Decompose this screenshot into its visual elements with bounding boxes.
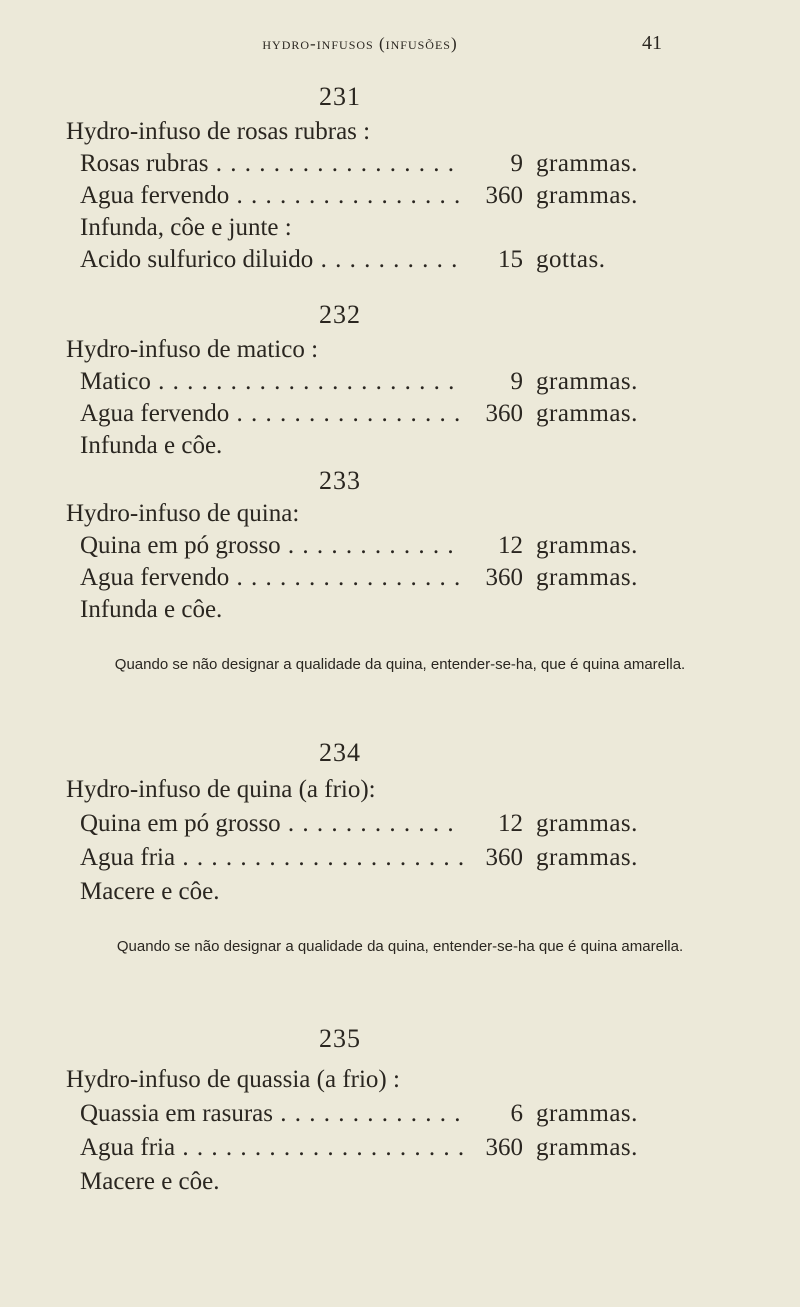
ingredient-name: Quina em pó grosso . . . bbox=[80, 810, 463, 838]
ingredient-name: Quina em pó grosso . . . bbox=[80, 532, 463, 560]
recipe-number: 233 bbox=[319, 466, 361, 495]
ingredient-name: Agua fria . . . bbox=[80, 1134, 463, 1162]
recipe-title: Hydro-infuso de quassia (a frio) : bbox=[66, 1066, 400, 1093]
recipe-number: 235 bbox=[319, 1024, 361, 1053]
ingredient-unit: grammas. bbox=[536, 844, 638, 871]
page-number: 41 bbox=[642, 32, 662, 54]
recipe-instruction: Macere e côe. bbox=[80, 1168, 220, 1195]
recipe-instruction: Infunda e côe. bbox=[80, 596, 223, 623]
ingredient-name: Quassia em rasuras . . . bbox=[80, 1100, 463, 1128]
recipe-title: Hydro-infuso de rosas rubras : bbox=[66, 118, 371, 145]
recipe-note: Quando se não designar a qualidade da quina, entender-se-ha, que é quina amarella. bbox=[114, 656, 686, 673]
ingredient-name: Agua fervendo . . . bbox=[80, 182, 463, 210]
ingredient-quantity: 360 bbox=[485, 844, 523, 871]
ingredient-quantity: 12 bbox=[498, 532, 523, 559]
ingredient-name: Acido sulfurico diluido . . . bbox=[80, 246, 463, 274]
ingredient-row bbox=[80, 532, 638, 568]
ingredient-unit: grammas. bbox=[536, 532, 638, 559]
ingredient-row bbox=[80, 564, 638, 600]
ingredient-row bbox=[80, 246, 630, 282]
recipe-note: Quando se não designar a qualidade da quina, entender-se-ha que é quina amarella. bbox=[116, 938, 684, 955]
running-title: hydro-infusos (infusões) bbox=[262, 34, 458, 53]
recipe-title: Hydro-infuso de quina: bbox=[66, 500, 300, 527]
recipe-number: 231 bbox=[319, 82, 361, 111]
ingredient-unit: gottas. bbox=[536, 246, 606, 273]
ingredient-row bbox=[80, 400, 638, 436]
ingredient-name: Matico . . . bbox=[80, 368, 463, 396]
ingredient-quantity: 9 bbox=[510, 150, 523, 177]
ingredient-unit: grammas. bbox=[536, 1134, 638, 1161]
ingredient-quantity: 12 bbox=[498, 810, 523, 837]
ingredient-name: Agua fervendo . . . bbox=[80, 564, 463, 592]
ingredient-unit: grammas. bbox=[536, 368, 638, 395]
ingredient-name: Rosas rubras . . . bbox=[80, 150, 463, 178]
ingredient-quantity: 360 bbox=[485, 400, 523, 427]
ingredient-unit: grammas. bbox=[536, 564, 638, 591]
running-head bbox=[0, 30, 800, 60]
ingredient-unit: grammas. bbox=[536, 810, 638, 837]
recipe-instruction: Infunda e côe. bbox=[80, 432, 223, 459]
ingredient-row bbox=[80, 368, 638, 404]
recipe-instruction: Infunda, côe e junte : bbox=[80, 214, 292, 241]
ingredient-unit: grammas. bbox=[536, 400, 638, 427]
recipe-instruction: Macere e côe. bbox=[80, 878, 220, 905]
ingredient-quantity: 15 bbox=[498, 246, 523, 273]
recipe-title: Hydro-infuso de quina (a frio): bbox=[66, 776, 376, 803]
ingredient-row bbox=[80, 844, 638, 880]
ingredient-row bbox=[80, 810, 638, 846]
ingredient-unit: grammas. bbox=[536, 1100, 638, 1127]
ingredient-name: Agua fria . . . bbox=[80, 844, 463, 872]
ingredient-unit: grammas. bbox=[536, 150, 638, 177]
ingredient-row bbox=[80, 182, 638, 218]
ingredient-quantity: 9 bbox=[510, 368, 523, 395]
ingredient-name: Agua fervendo . . . bbox=[80, 400, 463, 428]
ingredient-quantity: 360 bbox=[485, 564, 523, 591]
ingredient-quantity: 360 bbox=[485, 1134, 523, 1161]
ingredient-quantity: 360 bbox=[485, 182, 523, 209]
recipe-number: 234 bbox=[319, 738, 361, 767]
ingredient-quantity: 6 bbox=[510, 1100, 523, 1127]
ingredient-row bbox=[80, 1100, 638, 1136]
ingredient-row bbox=[80, 1134, 638, 1170]
ingredient-row bbox=[80, 150, 638, 186]
recipe-number: 232 bbox=[319, 300, 361, 329]
ingredient-unit: grammas. bbox=[536, 182, 638, 209]
recipe-title: Hydro-infuso de matico : bbox=[66, 336, 319, 363]
